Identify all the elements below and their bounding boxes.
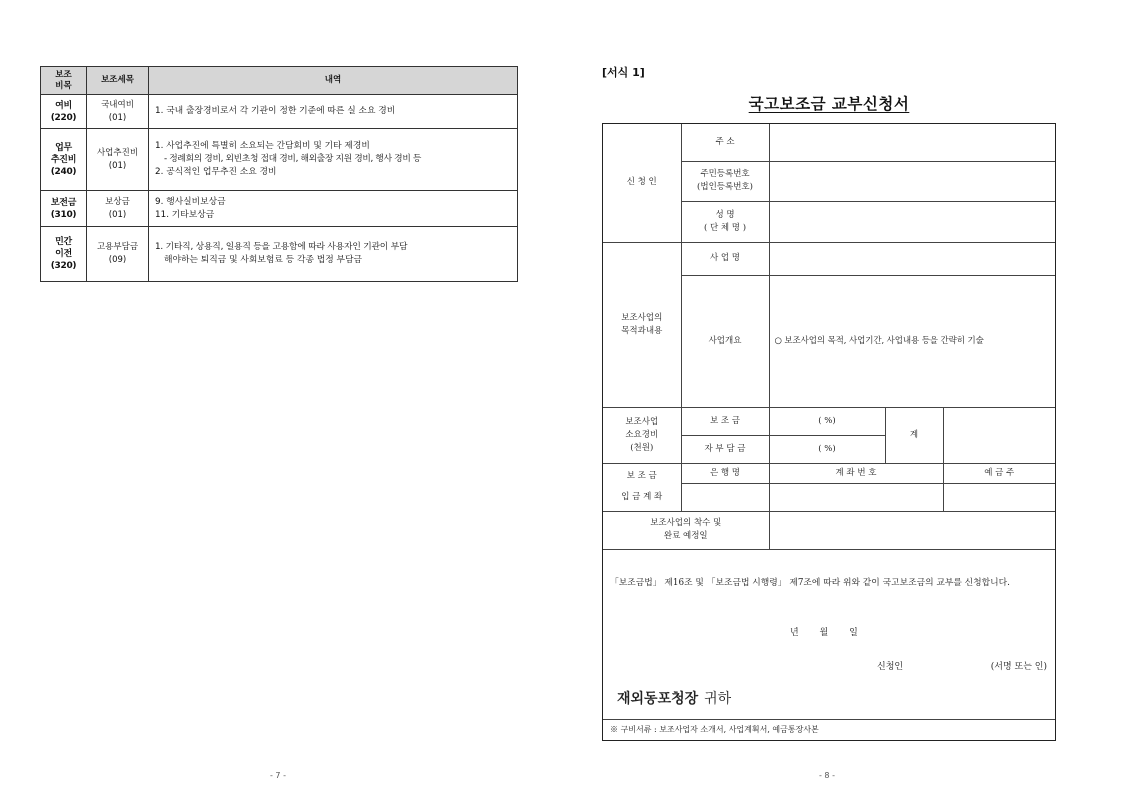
form-title: 국고보조금 교부신청서 — [748, 95, 910, 113]
row-details: 1. 사업추진에 특별히 소요되는 간담회비 및 기타 제경비 - 정례회의 경비, 외빈초청 접대 경비, 해외출장 지원 경비, 행사 경비 등 2. 공식적인 업무추진 소요 경비 — [149, 129, 518, 191]
row-details: 1. 국내 출장경비로서 각 기관이 정한 기준에 따른 실 소요 경비 — [149, 95, 518, 129]
attachments-note: ※ 구비서류 : 보조사업자 소개서, 사업계획서, 예금통장사본 — [603, 719, 1055, 740]
project-name-field[interactable] — [769, 242, 1055, 275]
honorific: 귀하 — [704, 691, 732, 707]
project-name-row — [603, 242, 1055, 275]
row-subcategory: 보상금 (01) — [87, 191, 149, 227]
sign-note[interactable]: (서명 또는 인) — [990, 662, 1047, 672]
address-field[interactable] — [769, 124, 1055, 161]
page-number-left: - 7 - — [270, 771, 286, 780]
row-details: 1. 기타직, 상용직, 일용직 등을 고용함에 따라 사용자인 기관이 부담 해야하는 퇴직금 및 사회보험료 등 각종 법정 부담금 — [149, 227, 518, 282]
account-section-label: 보 조 금 입 금 계 좌 — [603, 463, 681, 511]
row-code: 여비 (220) — [41, 95, 87, 129]
table-row — [41, 191, 518, 227]
row-code: 민간 이전 (320) — [41, 227, 87, 282]
declaration-text: 「보조금법」 제16조 및 「보조금법 시행령」 제7조에 따라 위와 같이 국고보조금의 교부를 신청합니다. — [610, 578, 1010, 588]
header-subcategory: 보조세목 — [87, 67, 149, 95]
applicant-name-field[interactable] — [769, 201, 1055, 242]
applicant-section-label: 신 청 인 — [603, 124, 681, 242]
reg-no-field[interactable] — [769, 161, 1055, 201]
row-code: 업무 추진비 (240) — [41, 129, 87, 191]
project-section-label: 보조사업의 목적과내용 — [603, 242, 681, 407]
budget-category-table — [40, 66, 518, 282]
applicant-name-label: 성 명 ( 단 체 명 ) — [681, 201, 769, 242]
row-subcategory: 국내여비 (01) — [87, 95, 149, 129]
bank-label: 은 행 명 — [681, 463, 769, 483]
total-field[interactable] — [943, 407, 1055, 463]
account-no-field[interactable] — [769, 483, 943, 511]
subsidy-row — [603, 407, 1055, 435]
table-header-row — [41, 67, 518, 95]
account-no-label: 계 좌 번 호 — [769, 463, 943, 483]
dates-field[interactable] — [769, 511, 1055, 549]
self-funding-pct[interactable]: ( %) — [769, 435, 885, 463]
dates-row — [603, 511, 1055, 549]
account-holder-field[interactable] — [943, 483, 1055, 511]
applicant-address-row — [603, 124, 1055, 161]
cost-section-label: 보조사업 소요경비 (천원) — [603, 407, 681, 463]
addressee-name: 재외동포청장 — [617, 691, 699, 707]
declaration-section — [603, 559, 1055, 721]
header-code: 보조 비목 — [41, 67, 87, 95]
bank-field[interactable] — [681, 483, 769, 511]
row-subcategory: 사업추진비 (01) — [87, 129, 149, 191]
signer-label: 신청인 — [877, 662, 904, 672]
table-row — [41, 95, 518, 129]
subsidy-pct[interactable]: ( %) — [769, 407, 885, 435]
self-funding-label: 자 부 담 금 — [681, 435, 769, 463]
account-header-row — [603, 463, 1055, 483]
row-code: 보전금 (310) — [41, 191, 87, 227]
addressee — [617, 688, 731, 708]
table-row — [41, 227, 518, 282]
total-label: 계 — [885, 407, 943, 463]
project-overview-field[interactable]: ○ 보조사업의 목적, 사업기간, 사업내용 등을 간략히 기술 — [769, 275, 1055, 407]
row-subcategory: 고용부담금 (09) — [87, 227, 149, 282]
project-overview-label: 사업개요 — [681, 275, 769, 407]
table-row — [41, 129, 518, 191]
date-line[interactable]: 년 월 일 — [790, 628, 858, 638]
reg-no-label: 주민등록번호 (법인등록번호) — [681, 161, 769, 201]
application-form — [602, 123, 1056, 741]
address-label: 주 소 — [681, 124, 769, 161]
dates-label: 보조사업의 착수 및 완료 예정일 — [603, 511, 769, 549]
header-details: 내역 — [149, 67, 518, 95]
account-holder-label: 예 금 주 — [943, 463, 1055, 483]
subsidy-label: 보 조 금 — [681, 407, 769, 435]
page-number-right: - 8 - — [819, 771, 835, 780]
row-details: 9. 행사실비보상금 11. 기타보상금 — [149, 191, 518, 227]
project-name-label: 사 업 명 — [681, 242, 769, 275]
application-form-table — [603, 124, 1055, 550]
form-label: [서식 1] — [602, 66, 645, 79]
